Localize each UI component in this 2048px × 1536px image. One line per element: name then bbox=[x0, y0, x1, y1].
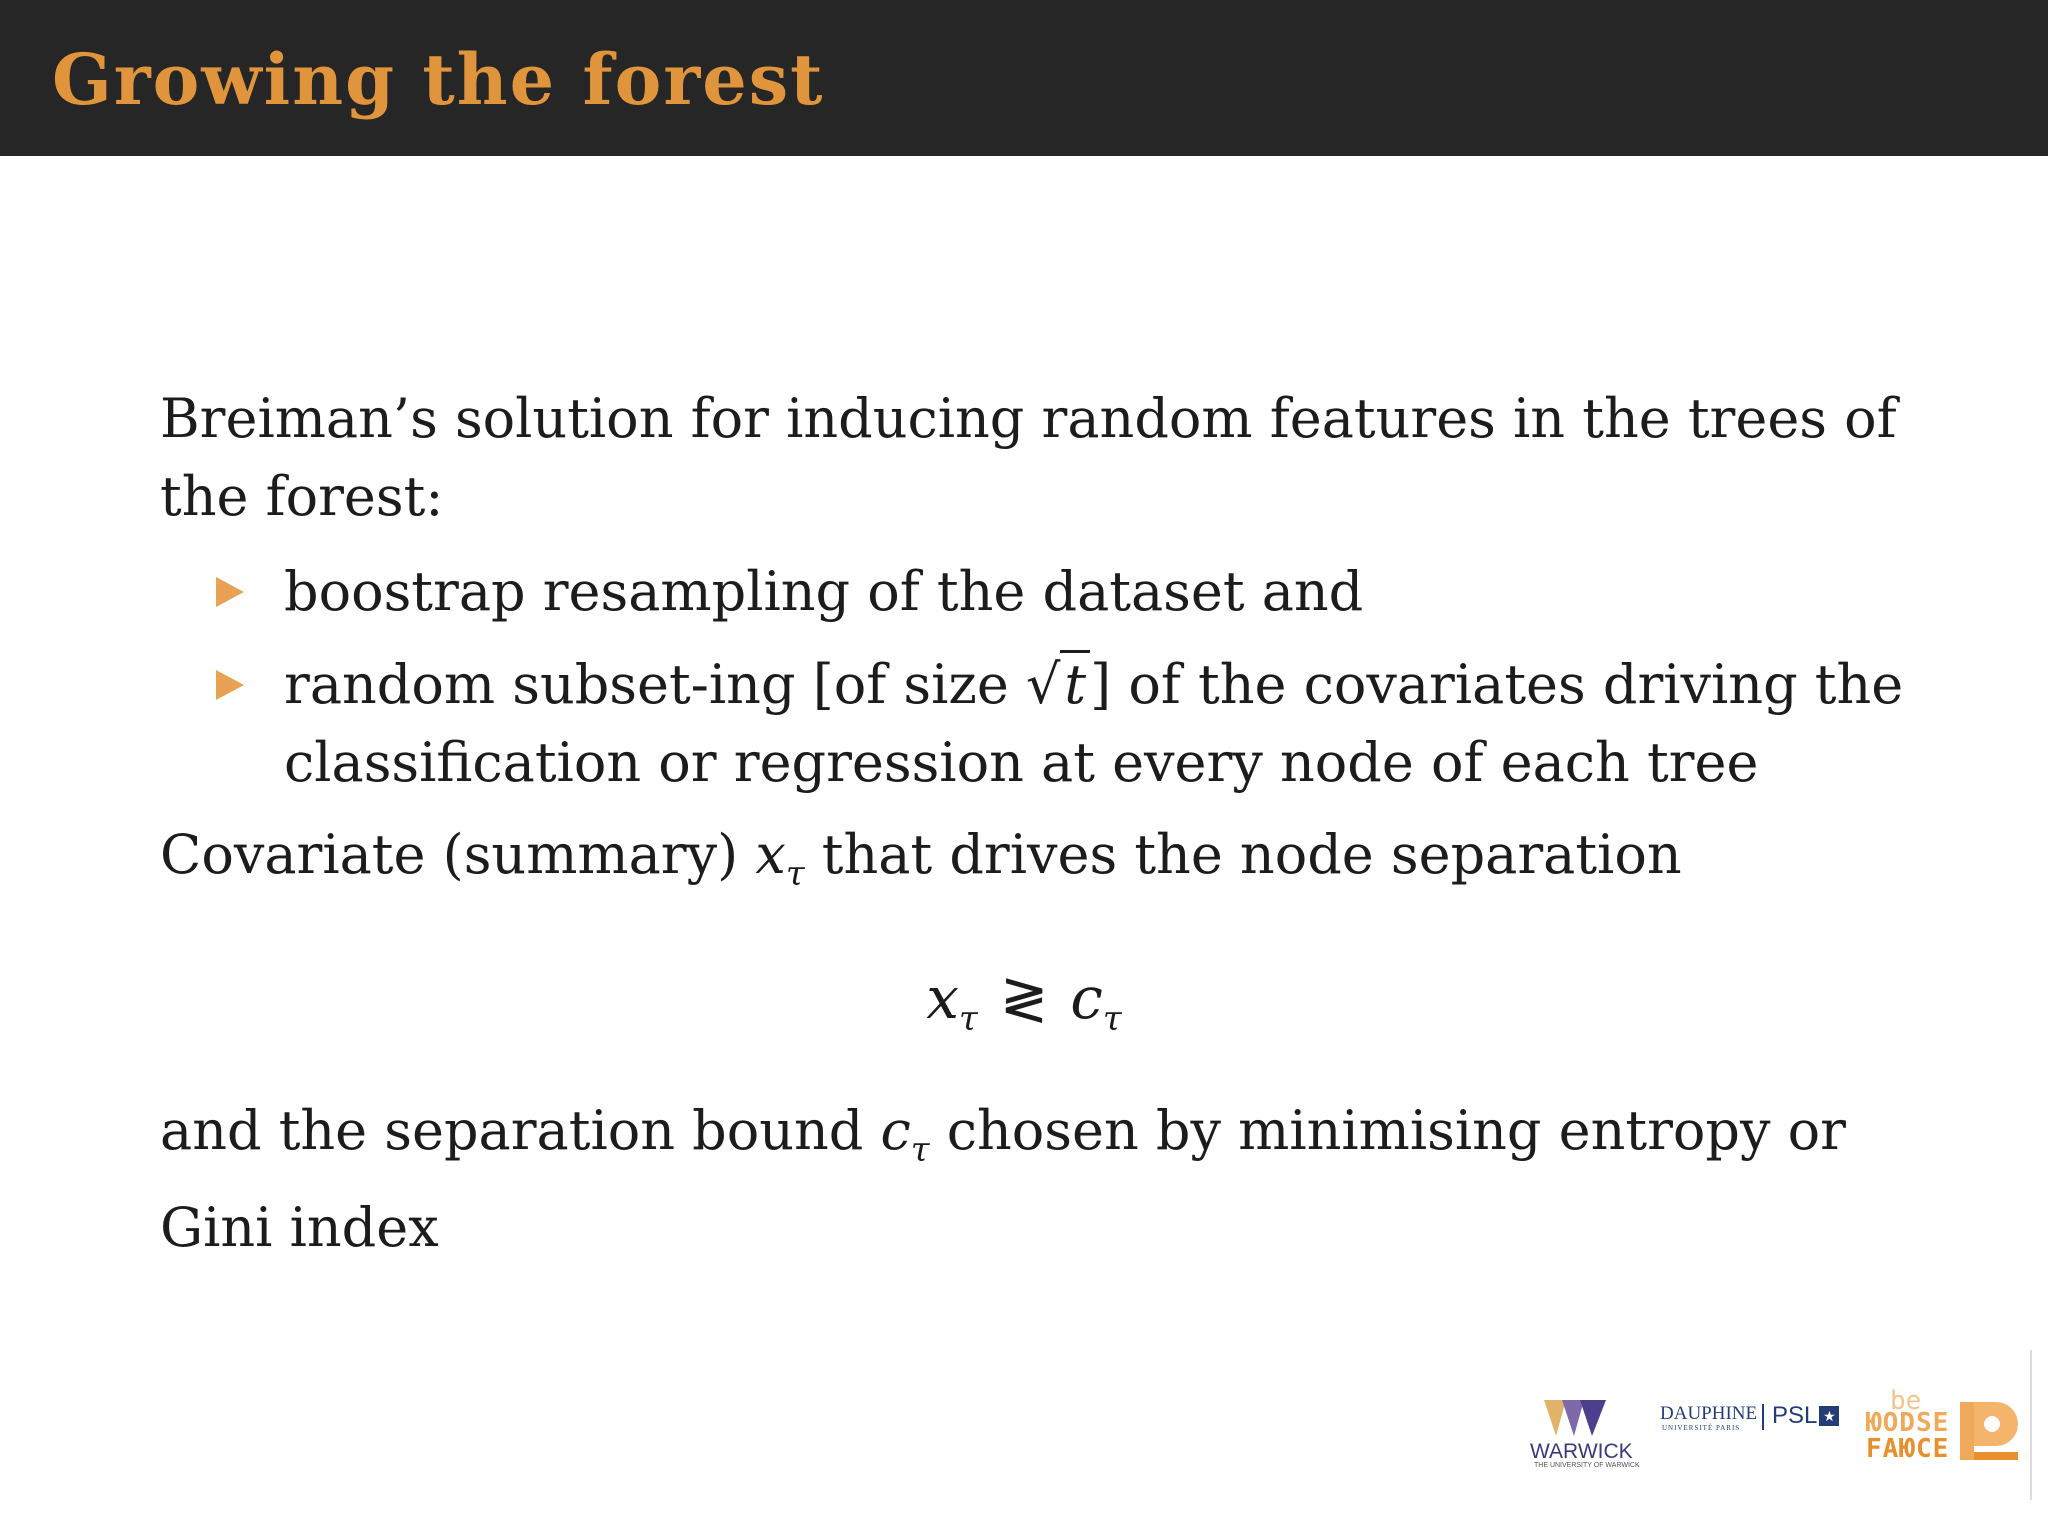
closing-text: and the separation bound bbox=[160, 1099, 881, 1162]
warwick-logo-text: WARWICK bbox=[1530, 1440, 1633, 1463]
closing-paragraph bbox=[160, 1092, 1846, 1267]
bullet-text: ] of the covariates driving the bbox=[1090, 653, 1904, 716]
sqrt-argument: t bbox=[1060, 650, 1090, 716]
intro-paragraph bbox=[160, 380, 1897, 536]
intro-line-1: Breiman’s solution for inducing random features in the trees of bbox=[160, 387, 1897, 450]
title-bar bbox=[0, 0, 2048, 156]
bpf-logo-icon bbox=[1956, 1394, 2022, 1468]
bullet-line-2: classification or regression at every node of each tree bbox=[284, 731, 1759, 794]
closing-subscript: τ bbox=[910, 1130, 930, 1170]
intro-line-2: the forest: bbox=[160, 465, 444, 528]
bullet-text: random subset-ing [of size bbox=[284, 653, 1026, 716]
bullet-arrow-icon bbox=[216, 670, 244, 700]
bpf-logo-be: be bbox=[1890, 1386, 1922, 1416]
equation-rhs-subscript: τ bbox=[1102, 999, 1122, 1039]
bpf-logo-line-2: FAЮCE bbox=[1866, 1434, 1950, 1464]
bullet-arrow-icon bbox=[216, 577, 244, 607]
psl-logo bbox=[1772, 1402, 1839, 1430]
equation-rhs-variable: c bbox=[1070, 964, 1103, 1032]
closing-text: chosen by minimising entropy or bbox=[929, 1099, 1846, 1162]
warwick-logo-subtext: THE UNIVERSITY OF WARWICK bbox=[1534, 1462, 1640, 1469]
psl-logo-text: PSL bbox=[1772, 1402, 1818, 1429]
bpf-logo-line-1: ЮОDSE bbox=[1866, 1408, 1950, 1438]
bullet-item-subsetting bbox=[284, 646, 1903, 802]
closing-variable: c bbox=[880, 1099, 911, 1162]
psl-star-icon: ★ bbox=[1819, 1406, 1839, 1426]
logo-divider bbox=[1762, 1404, 1764, 1430]
covariate-subscript: τ bbox=[785, 854, 805, 894]
closing-line-2: Gini index bbox=[160, 1196, 439, 1259]
sqrt-symbol: √t bbox=[1026, 646, 1090, 724]
closing-line-1 bbox=[160, 1092, 1846, 1189]
covariate-sentence bbox=[160, 816, 1682, 913]
equation-lhs-variable: x bbox=[926, 964, 959, 1032]
covariate-text: that drives the node separation bbox=[804, 823, 1682, 886]
dauphine-logo-subtext: UNIVERSITÉ PARIS bbox=[1662, 1424, 1741, 1432]
dauphine-logo-text: DAUPHINE bbox=[1660, 1403, 1758, 1424]
equation-relation: ≷ bbox=[999, 964, 1049, 1032]
covariate-variable: x bbox=[755, 823, 786, 886]
covariate-text: Covariate (summary) bbox=[160, 823, 756, 886]
slide-title: Growing the forest bbox=[52, 38, 825, 121]
bullet-item-bootstrap: boostrap resampling of the dataset and bbox=[284, 560, 1364, 623]
split-equation bbox=[0, 958, 2048, 1059]
slide-edge-divider bbox=[2030, 1350, 2032, 1500]
equation-lhs-subscript: τ bbox=[959, 999, 978, 1039]
bullet-line-1 bbox=[284, 646, 1903, 724]
